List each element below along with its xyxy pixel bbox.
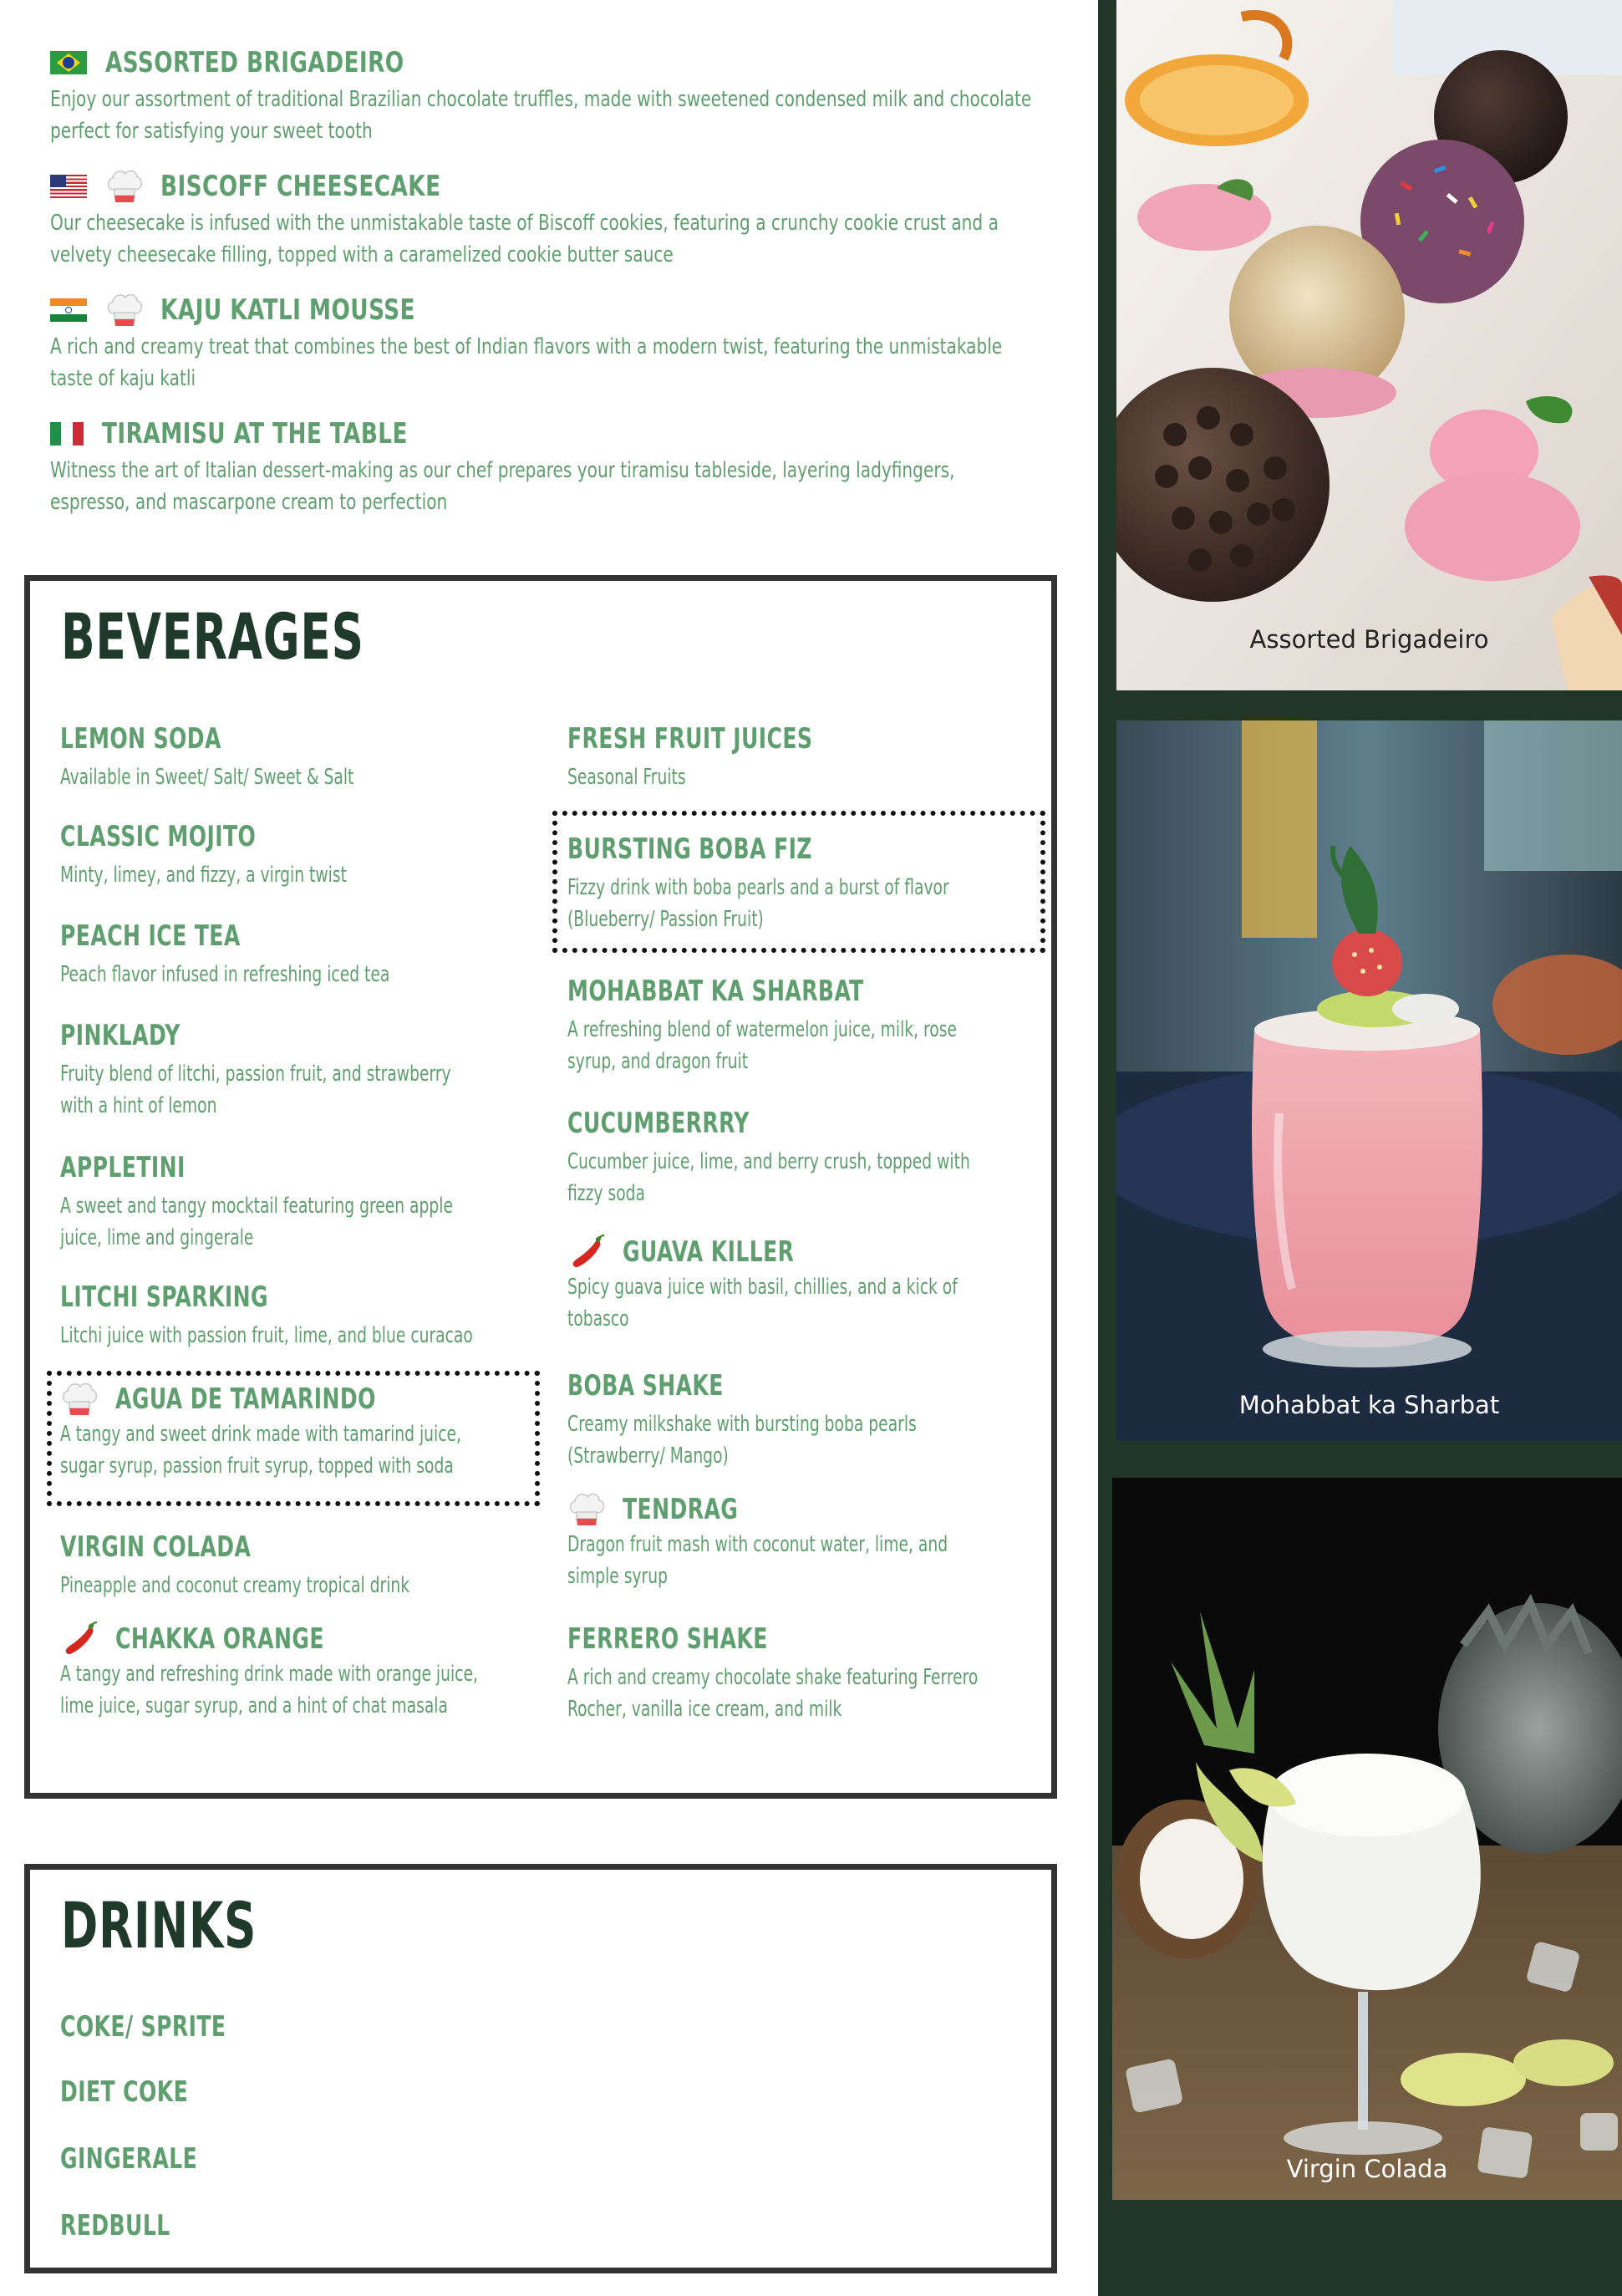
beverage-description: with a hint of lemon [60, 1093, 217, 1118]
usa-flag-icon [50, 175, 87, 198]
beverage-name: LEMON SODA [60, 722, 221, 756]
beverage-name: AGUA DE TAMARINDO [115, 1382, 376, 1416]
beverage-item [567, 832, 1045, 935]
dessert-description: taste of kaju katli [50, 366, 196, 391]
beverage-description: juice, lime and gingerale [60, 1225, 254, 1250]
beverage-name: BOBA SHAKE [567, 1369, 724, 1403]
beverage-description: Dragon fruit mash with coconut water, lime, and [567, 1532, 948, 1557]
dessert-name: TIRAMISU AT THE TABLE [102, 417, 408, 451]
drink-item: DIET COKE [60, 2075, 189, 2109]
beverage-name: APPLETINI [60, 1151, 186, 1184]
beverage-description: Pineapple and coconut creamy tropical drink [60, 1573, 410, 1598]
beverage-name: LITCHI SPARKING [60, 1280, 268, 1314]
beverage-name: CHAKKA ORANGE [115, 1622, 324, 1656]
beverage-item [60, 1150, 552, 1254]
beverage-item [567, 721, 867, 793]
beverage-description: (Strawberry/ Mango) [567, 1443, 729, 1469]
italy-flag-icon [50, 422, 84, 445]
dessert-item [50, 167, 1036, 271]
beverage-description: A tangy and refreshing drink made with orange juice, [60, 1662, 478, 1687]
beverage-name: CLASSIC MOJITO [60, 820, 257, 853]
drinks-title: DRINKS [61, 1888, 257, 1963]
chef-hat-icon [567, 1491, 606, 1528]
beverage-item [567, 1235, 1055, 1335]
beverage-description: (Blueberry/ Passion Fruit) [567, 907, 764, 932]
beverage-item [60, 1621, 582, 1722]
beverage-name: GUAVA KILLER [623, 1235, 795, 1269]
beverage-name: VIRGIN COLADA [60, 1530, 252, 1564]
beverage-name: CUCUMBERRRY [567, 1107, 750, 1140]
drink-item: GINGERALE [60, 2142, 198, 2176]
beverage-name: FRESH FRUIT JUICES [567, 722, 813, 756]
dessert-description: Our cheesecake is infused with the unmistakable taste of Biscoff cookies, featuring a crunchy cookie crust and a [50, 211, 999, 236]
dessert-name: KAJU KATLI MOUSSE [160, 293, 415, 327]
virgin-colada-photo [1112, 1478, 1622, 2200]
chili-pepper-icon [567, 1235, 606, 1270]
photo-caption: Assorted Brigadeiro [1249, 625, 1489, 654]
beverage-description: lime juice, sugar syrup, and a hint of chat masala [60, 1693, 448, 1718]
beverage-item [60, 919, 472, 990]
drink-item: REDBULL [60, 2209, 170, 2243]
beverage-item [60, 1382, 562, 1482]
chef-hat-icon [60, 1381, 99, 1418]
beverage-description: Seasonal Fruits [567, 765, 686, 790]
beverage-description: Spicy guava juice with basil, chillies, and a kick of [567, 1275, 958, 1300]
beverage-name: FERRERO SHAKE [567, 1622, 768, 1656]
beverage-description: Minty, limey, and fizzy, a virgin twist [60, 863, 347, 888]
beverage-description: Peach flavor infused in refreshing iced tea [60, 962, 390, 987]
dessert-description: A rich and creamy treat that combines the best of Indian flavors with a modern twist, featuring the unmistakable [50, 334, 1003, 359]
beverage-item [567, 974, 1054, 1077]
chef-hat-icon [105, 168, 144, 205]
dessert-item [50, 43, 1036, 147]
beverage-description: Available in Sweet/ Salt/ Sweet & Salt [60, 765, 354, 790]
beverage-item [60, 721, 427, 793]
beverage-description: A sweet and tangy mocktail featuring green apple [60, 1194, 453, 1219]
beverage-description: A rich and creamy chocolate shake featuring Ferrero [567, 1665, 979, 1690]
brigadeiro-photo [1116, 0, 1622, 690]
beverage-description: simple syrup [567, 1564, 668, 1589]
photo-caption: Mohabbat ka Sharbat [1238, 1391, 1500, 1419]
drinks-section [24, 1864, 1057, 2273]
beverage-description: syrup, and dragon fruit [567, 1049, 749, 1074]
brazil-flag-icon [50, 51, 87, 74]
dessert-description: Witness the art of Italian dessert-making as our chef prepares your tiramisu tableside, layering ladyfingers, [50, 458, 955, 483]
beverage-description: Fruity blend of litchi, passion fruit, and strawberry [60, 1061, 451, 1087]
beverage-item [60, 1280, 576, 1352]
beverage-name: PEACH ICE TEA [60, 919, 241, 953]
dessert-item [50, 291, 1036, 395]
beverage-description: Creamy milkshake with bursting boba pearls [567, 1412, 917, 1437]
photo-sidebar [1098, 0, 1622, 2296]
beverage-item [60, 819, 419, 891]
beverages-section [24, 575, 1057, 1799]
dessert-description: velvety cheesecake filling, topped with a caramelized cookie butter sauce [50, 242, 674, 267]
chef-hat-icon [105, 292, 144, 328]
dessert-name: BISCOFF CHEESECAKE [160, 170, 441, 203]
beverage-name: MOHABBAT KA SHARBAT [567, 975, 864, 1008]
beverage-description: fizzy soda [567, 1181, 645, 1206]
beverage-item [567, 1492, 1043, 1592]
mohabbat-ka-sharbat-photo [1116, 720, 1622, 1441]
dessert-description: perfect for satisfying your sweet tooth [50, 119, 373, 144]
beverage-name: BURSTING BOBA FIZ [567, 832, 812, 866]
dessert-name: ASSORTED BRIGADEIRO [105, 46, 404, 79]
dessert-description: Enjoy our assortment of traditional Brazilian chocolate truffles, made with sweetened condensed milk and chocolate [50, 87, 1032, 112]
beverage-name: PINKLADY [60, 1019, 181, 1052]
dessert-item [50, 415, 1036, 518]
chili-pepper-icon [60, 1621, 99, 1657]
beverage-item [60, 1530, 497, 1601]
beverage-description: Litchi juice with passion fruit, lime, and blue curacao [60, 1323, 473, 1348]
beverage-item [60, 1018, 549, 1122]
beverage-description: A refreshing blend of watermelon juice, milk, rose [567, 1017, 957, 1042]
photo-caption: Virgin Colada [1286, 2155, 1448, 2183]
beverage-item [567, 1106, 1070, 1209]
beverage-description: tobasco [567, 1306, 629, 1331]
beverage-description: sugar syrup, passion fruit syrup, topped with soda [60, 1453, 454, 1479]
beverage-description: Cucumber juice, lime, and berry crush, topped with [567, 1149, 970, 1174]
beverages-title: BEVERAGES [61, 599, 364, 674]
beverage-item [567, 1368, 1004, 1472]
beverage-description: Rocher, vanilla ice cream, and milk [567, 1697, 842, 1722]
beverage-item [567, 1621, 1080, 1725]
dessert-description: espresso, and mascarpone cream to perfection [50, 490, 448, 515]
drink-item: COKE/ SPRITE [60, 2010, 226, 2044]
beverage-description: A tangy and sweet drink made with tamarind juice, [60, 1422, 461, 1447]
beverage-description: Fizzy drink with boba pearls and a burst of flavor [567, 875, 949, 900]
beverage-name: TENDRAG [623, 1493, 739, 1526]
india-flag-icon [50, 298, 87, 322]
